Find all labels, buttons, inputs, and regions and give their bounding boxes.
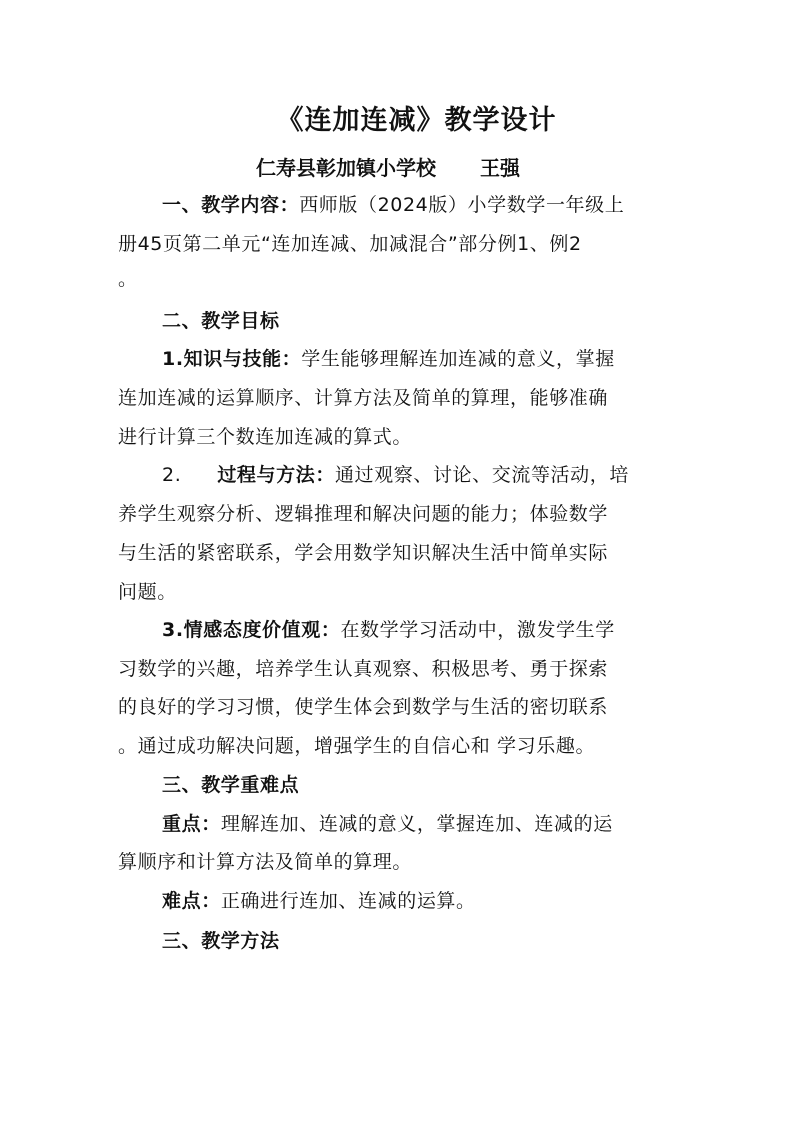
key-point-text-1: 理解连加、连减的意义，掌握连加、连减的运 <box>220 813 613 835</box>
goal2-text-1: 通过观察、讨论、交流等活动，培 <box>334 464 629 486</box>
goal2-line-2: 养学生观察分析、逻辑推理和解决问题的能力；体验数学 <box>118 503 609 525</box>
content-line-1 <box>162 190 624 217</box>
key-point-label: 重点： <box>162 813 221 835</box>
content-line-2: 册45页第二单元“连加连减、加减混合”部分例1、例2 <box>118 233 582 255</box>
goal1-label: 1.知识与技能： <box>162 348 302 370</box>
goal1-line-2: 连加连减的运算顺序、计算方法及简单的算理，能够准确 <box>118 387 609 409</box>
goal2-line-3: 与生活的紧密联系，学会用数学知识解决生活中简单实际 <box>118 542 609 564</box>
hard-point-line <box>162 886 476 913</box>
key-point-line-2: 算顺序和计算方法及简单的算理。 <box>118 851 413 873</box>
school-name: 仁寿县彰加镇小学校 <box>256 156 436 180</box>
methods-heading: 三、教学方法 <box>162 930 280 952</box>
byline <box>256 152 520 181</box>
content-label: 一、教学内容： <box>162 194 300 216</box>
goal1-text-1: 学生能够理解连加连减的意义，掌握 <box>301 348 615 370</box>
goals-heading: 二、教学目标 <box>162 310 280 332</box>
goal2-label: 过程与方法： <box>217 464 335 486</box>
key-point-line-1 <box>162 809 613 836</box>
hard-point-label: 难点： <box>162 890 221 912</box>
content-line-3: 。 <box>118 268 138 290</box>
goal2-number: 2. <box>162 464 182 486</box>
goal3-line-1 <box>162 615 615 642</box>
goal3-line-4: 。通过成功解决问题，增强学生的自信心和 学习乐趣。 <box>118 735 596 757</box>
author-name: 王强 <box>480 156 520 180</box>
goal2-line-4: 问题。 <box>118 581 177 603</box>
goal3-line-2: 习数学的兴趣，培养学生认真观察、积极思考、勇于探索 <box>118 658 609 680</box>
goal2-line-1 <box>162 460 629 487</box>
goal3-text-1: 在数学学习活动中，激发学生学 <box>340 619 615 641</box>
difficulty-heading: 三、教学重难点 <box>162 774 300 796</box>
goal3-line-3: 的良好的学习习惯，使学生体会到数学与生活的密切联系 <box>118 696 609 718</box>
page-title: 《连加连减》教学设计 <box>276 105 557 136</box>
content-text-1: 西师版（2024版）小学数学一年级上 <box>299 194 625 216</box>
goal1-line-3: 进行计算三个数连加连减的算式。 <box>118 426 413 448</box>
hard-point-text: 正确进行连加、连减的运算。 <box>220 890 476 912</box>
goal1-line-1 <box>162 344 615 371</box>
goal3-label: 3.情感态度价值观： <box>162 619 341 641</box>
